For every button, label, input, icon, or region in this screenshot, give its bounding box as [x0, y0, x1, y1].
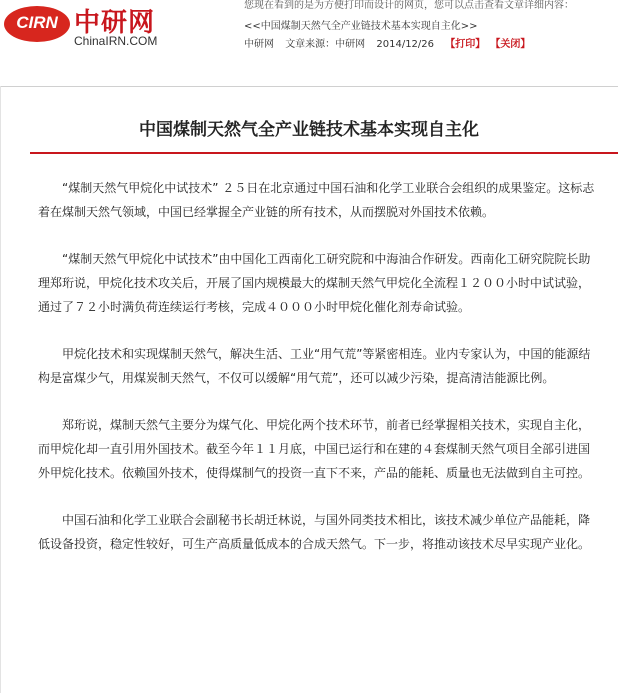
article-title: 中国煤制天然气全产业链技术基本实现自主化: [139, 120, 479, 140]
print-button[interactable]: 【打印】: [445, 39, 486, 50]
title-underline: [30, 152, 618, 154]
article-source: 文章来源：中研网: [285, 39, 366, 50]
article-meta: [244, 35, 532, 50]
article-paragraph: “煤制天然气甲烷化中试技术” ２５日在北京通过中国石油和化学工业联合会组织的成果鉴定。这标志着在煤制天然气领域，中国已经掌握全产业链的所有技术，从而摆脱对外国技术依赖。: [38, 181, 595, 219]
logo-name-en: ChinaIRN.COM: [74, 34, 158, 48]
content-border: [0, 86, 1, 693]
article-paragraph: “煤制天然气甲烷化中试技术”由中国化工西南化工研究院和中海油合作研发。西南化工研究院院长助理郑珩说，甲烷化技术攻关后，开展了国内规模最大的煤制天然气甲烷化全流程１２００小时中试试验，通过了７２小时满负荷连续运行考核，完成４０００小时甲烷化催化剂寿命试验。: [38, 252, 591, 314]
article-date: 2014/12/26: [376, 39, 435, 50]
article-paragraph: 郑珩说，煤制天然气主要分为煤气化、甲烷化两个技术环节，前者已经掌握相关技术，实现自主化，而甲烷化却一直引用外国技术。截至今年１１月底，中国已运行和在建的４套煤制天然气项目全部引进国外甲烷化技术。依赖国外技术，使得煤制气的投资一直下不来，产品的能耗、质量也无法做到自主可控。: [38, 418, 591, 480]
logo-badge-text: CIRN: [16, 13, 58, 32]
page-header: [0, 0, 618, 58]
logo-name-cn: 中研网: [74, 8, 156, 38]
site-name: 中研网: [244, 39, 274, 50]
article-body: [38, 176, 596, 579]
article-paragraph: 中国石油和化学工业联合会副秘书长胡迁林说，与国外同类技术相比，该技术减少单位产品能耗，降低设备投资，稳定性较好，可生产高质量低成本的合成天然气。下一步，将推动该技术尽早实现产业化。: [38, 513, 591, 551]
header-divider: [0, 86, 618, 87]
close-button[interactable]: 【关闭】: [490, 39, 531, 50]
article-link[interactable]: <<中国煤制天然气全产业链技术基本实现自主化>>: [244, 21, 478, 32]
site-logo[interactable]: [4, 2, 204, 50]
print-notice: 您现在看到的是为方便打印而设计的网页，您可以点击查看文章详细内容：: [244, 0, 574, 11]
article-paragraph: 甲烷化技术和实现煤制天然气，解决生活、工业“用气荒”等紧密相连。业内专家认为，中国的能源结构是富煤少气，用煤炭制天然气，不仅可以缓解“用气荒”，还可以减少污染，提高清洁能源比例。: [38, 347, 591, 385]
